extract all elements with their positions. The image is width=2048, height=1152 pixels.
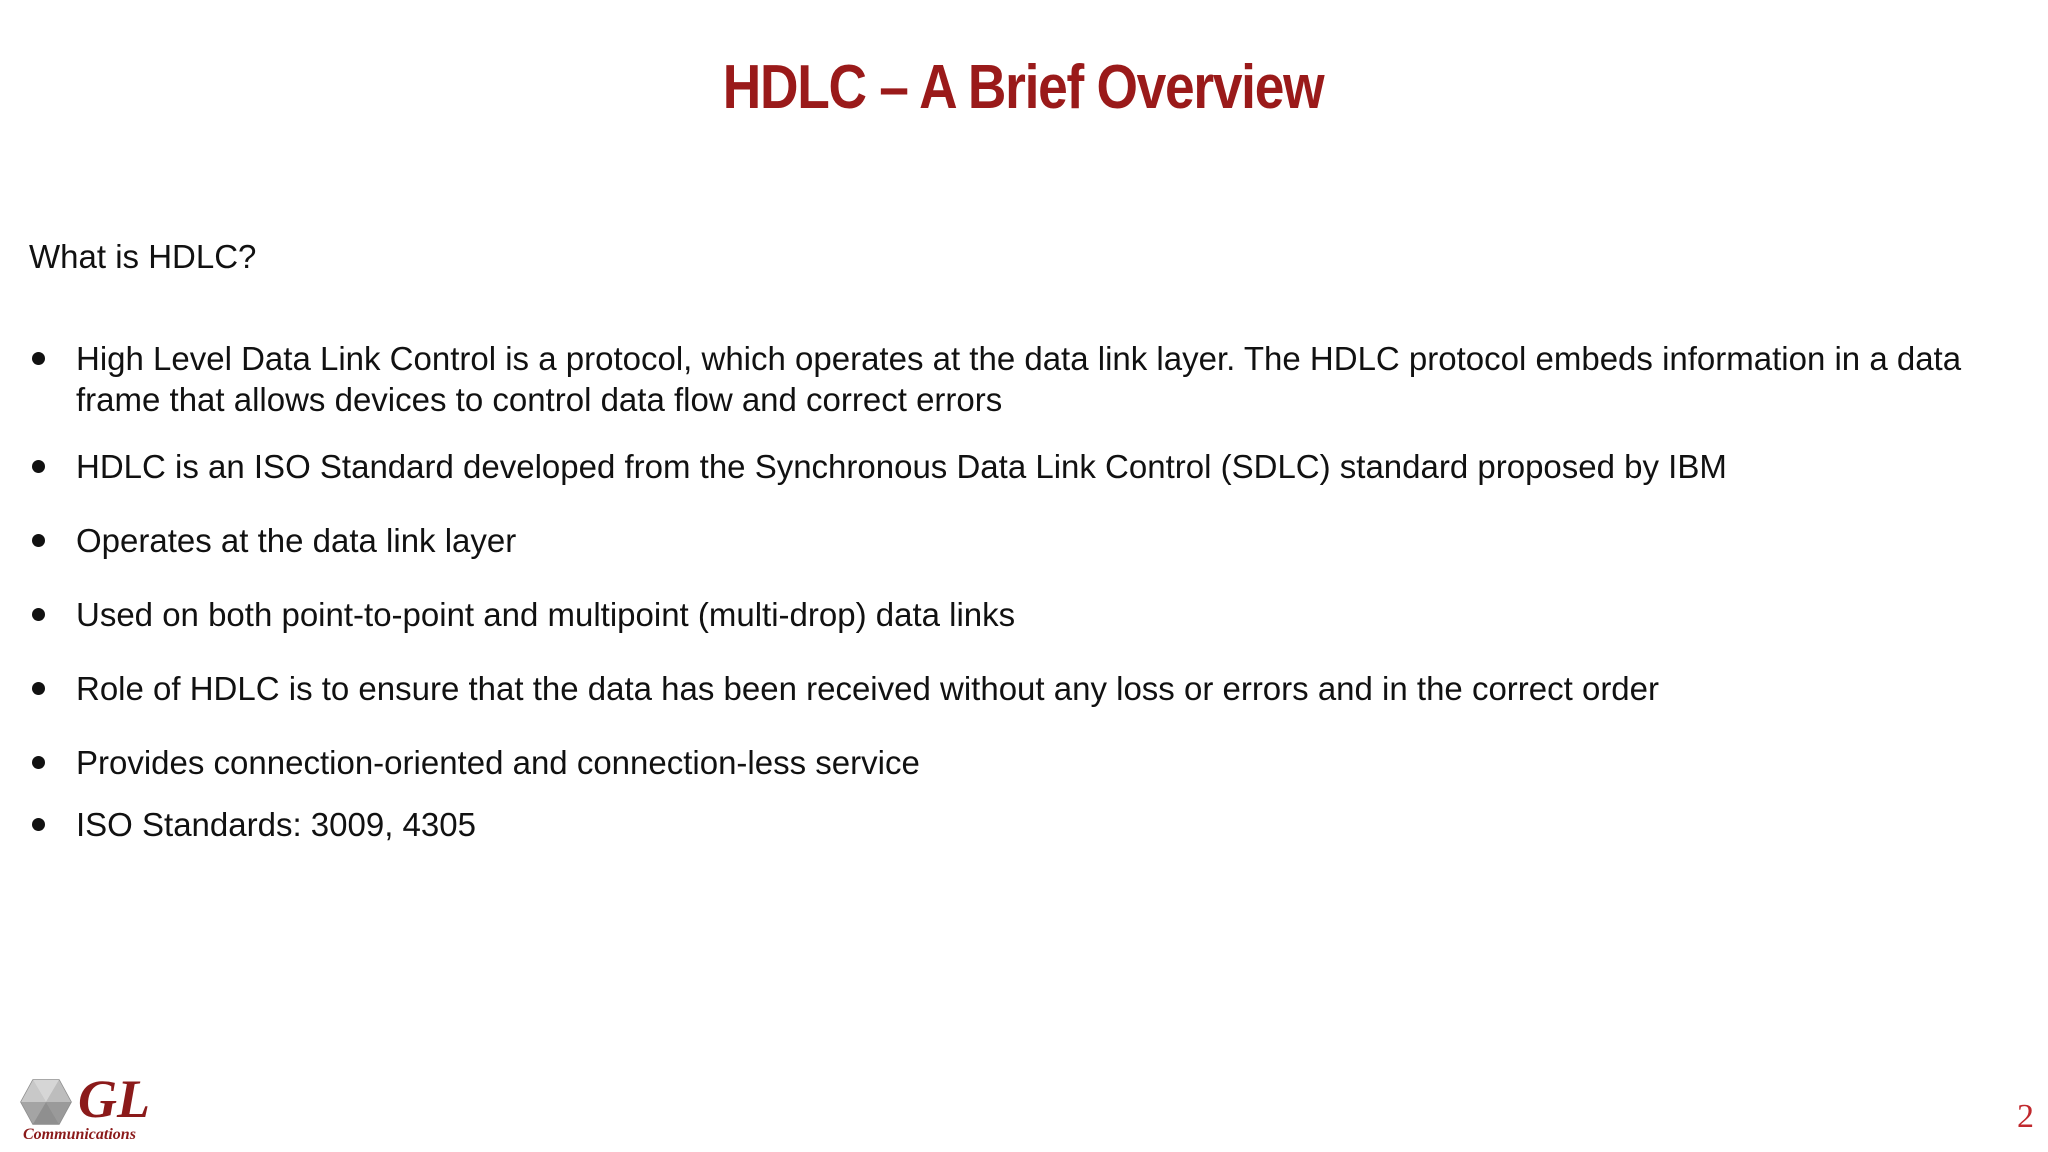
bullet-dot-icon — [32, 756, 45, 769]
bullet-dot-icon — [32, 818, 45, 831]
slide-title: HDLC – A Brief Overview — [722, 53, 1324, 122]
bullet-dot-icon — [32, 460, 45, 473]
logo-subtext: Communications — [23, 1126, 136, 1143]
logo-text: GL — [78, 1069, 150, 1129]
gl-communications-logo — [20, 1069, 170, 1144]
page-number: 2 — [2017, 1098, 2034, 1135]
bullet-text: ISO Standards: 3009, 4305 — [76, 806, 476, 843]
bullet-text: Operates at the data link layer — [76, 522, 517, 559]
bullet-text: HDLC is an ISO Standard developed from the Synchronous Data Link Control (SDLC) standard proposed by IBM — [76, 448, 1727, 485]
slide-subtitle: What is HDLC? — [29, 238, 257, 275]
bullet-text: Used on both point-to-point and multipoint (multi-drop) data links — [76, 596, 1016, 633]
bullet-text: Provides connection-oriented and connection-less service — [76, 744, 920, 781]
bullet-dot-icon — [32, 682, 45, 695]
bullet-dot-icon — [32, 608, 45, 621]
bullet-text: Role of HDLC is to ensure that the data has been received without any loss or errors and in the correct order — [76, 670, 1660, 707]
bullet-text: High Level Data Link Control is a protocol, which operates at the data link layer. The HDLC protocol embeds information in a data frame that allows devices to control data flow and correct errors — [76, 340, 1962, 418]
bullet-dot-icon — [32, 534, 45, 547]
bullet-dot-icon — [32, 352, 45, 365]
hexagon-logo-icon — [20, 1078, 72, 1126]
